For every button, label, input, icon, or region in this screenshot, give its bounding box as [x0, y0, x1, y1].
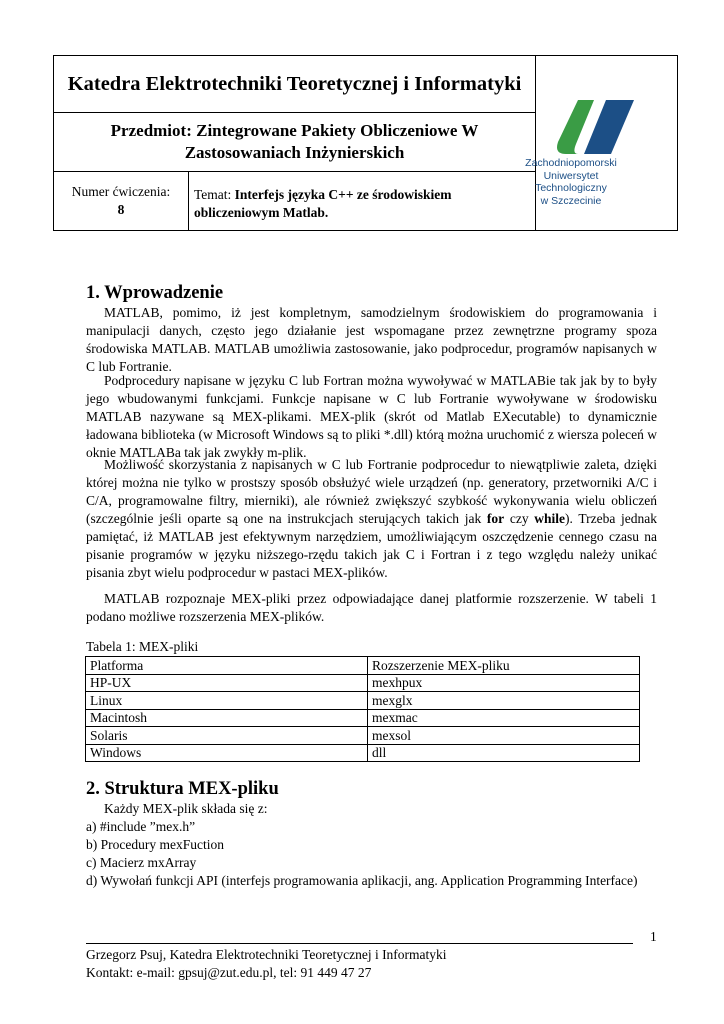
department-title: Katedra Elektrotechniki Teoretycznej i Informatyki	[54, 56, 535, 113]
section-1-paragraph-4: MATLAB rozpoznaje MEX-pliki przez odpowiadające danej platformie rozszerzenie. W tabeli 1 podano możliwe rozszerzenia MEX-plików.	[86, 591, 657, 624]
table-row	[86, 674, 640, 692]
table-cell: mexsol	[368, 727, 640, 745]
subject-title	[54, 113, 535, 172]
section-1-paragraph-3	[86, 456, 657, 582]
list-item: b) Procedury mexFuction	[86, 837, 224, 852]
table-row	[86, 727, 640, 745]
table-cell: Solaris	[86, 727, 368, 745]
table-cell: Linux	[86, 692, 368, 710]
table-row	[86, 709, 640, 727]
table-row	[86, 692, 640, 710]
table-cell: mexhpux	[368, 674, 640, 692]
logo-line-2: Uniwersytet	[543, 169, 599, 182]
footer-divider	[86, 943, 633, 944]
subject-line-1: Przedmiot: Zintegrowane Pakiety Obliczeniowe W	[110, 121, 479, 140]
page-number: 1	[650, 929, 657, 944]
paragraph-3-conj: czy	[509, 511, 529, 526]
list-item: d) Wywołań funkcji API (interfejs programowania aplikacji, ang. Application Programming Interface)	[86, 873, 638, 888]
table-cell: HP-UX	[86, 674, 368, 692]
section-2-intro: Każdy MEX-plik składa się z:	[104, 801, 268, 816]
table-cell: mexmac	[368, 709, 640, 727]
section-1-paragraph-1: MATLAB, pomimo, iż jest kompletnym, samodzielnym środowiskiem do programowania i manipulacji danych, często jego działanie jest wspomagane przez zewnętrzne programy spoza środowiska MATLAB. MATLAB umożliwia zastosowanie, jako podprocedur, programów napisanych w C lub Fortranie.	[86, 305, 657, 374]
exercise-cell	[54, 172, 189, 230]
section-1-heading: 1. Wprowadzenie	[86, 283, 224, 303]
keyword-for: for	[486, 511, 505, 526]
subject-line-2: Zastosowaniach Inżynierskich	[184, 143, 405, 162]
footer-contact: Kontakt: e-mail: gpsuj@zut.edu.pl, tel: 91 449 47 27	[86, 965, 372, 980]
topic-cell	[189, 172, 535, 230]
exercise-number: 8	[117, 202, 125, 217]
section-1-paragraph-2: Podprocedury napisane w języku C lub Fortran można wywoływać w MATLABie tak jak by to były jego wbudowanymi funkcjami. Funkcje napisane w C lub Fortranie wywoływane w środowisku MATLAB nazywane są MEX-plikami. MEX-plik (skrót od Matlab EXecutable) to dynamicznie ładowana biblioteka (w Microsoft Windows są to pliki *.dll) którą można uruchomić z wiersza poleceń w oknie MATLABa tak jak zwykły m-plik.	[86, 373, 657, 460]
list-item: c) Macierz mxArray	[86, 855, 197, 870]
logo-line-4: w Szczecinie	[540, 194, 602, 207]
table-header-row	[86, 657, 640, 675]
footer-author: Grzegorz Psuj, Katedra Elektrotechniki Teoretycznej i Informatyki	[86, 947, 447, 962]
paragraph-3-part-a: Możliwość skorzystania z napisanych w C lub Fortranie podprocedur to niewątpliwie zaleta, dzięki której można nie tylko w prostszy sposób obsłużyć wiele urządzeń (np. generatory, przetworniki A/C i C/A, programowalne filtry, mierniki), ale również zwiększyć szybkość wykonywania wielu obliczeń (szczególnie jeśli oparte są one na instrukcjach sterujących takich jak	[86, 457, 657, 526]
mex-table	[85, 656, 640, 762]
logo-line-3: Technologiczny	[535, 182, 607, 194]
table-cell: dll	[368, 744, 640, 762]
table-cell: mexglx	[368, 692, 640, 710]
exercise-label: Numer ćwiczenia:	[71, 184, 171, 199]
header-left	[54, 56, 536, 230]
topic-title: Interfejs języka C++ ze środowiskiem obliczeniowym Matlab.	[194, 187, 452, 220]
list-item: a) #include ”mex.h”	[86, 819, 196, 834]
table-caption: Tabela 1: MEX-pliki	[86, 639, 199, 654]
table-row	[86, 744, 640, 762]
logo-blue-shape	[584, 100, 634, 154]
logo-line-1: Zachodniopomorski	[525, 157, 617, 169]
logo-text	[506, 157, 636, 207]
paragraph-3-part-b: ). Trzeba jednak pamiętać, iż MATLAB jest efektywnym narzędziem, umożliwiającym oszczędzenie cennego czasu na pisanie programów w języku niższego-rzędu takich jak C i Fortran i z tego względu należy unikać pisania zbyt wielu podprocedur w pastaci MEX-plików.	[86, 511, 658, 580]
table-header-cell: Rozszerzenie MEX-pliku	[368, 657, 640, 675]
table-cell: Windows	[86, 744, 368, 762]
table-cell: Macintosh	[86, 709, 368, 727]
topic-label: Temat:	[194, 187, 232, 202]
keyword-while: while	[534, 511, 566, 526]
table-header-cell: Platforma	[86, 657, 368, 675]
section-2-heading: 2. Struktura MEX-pliku	[86, 779, 279, 799]
